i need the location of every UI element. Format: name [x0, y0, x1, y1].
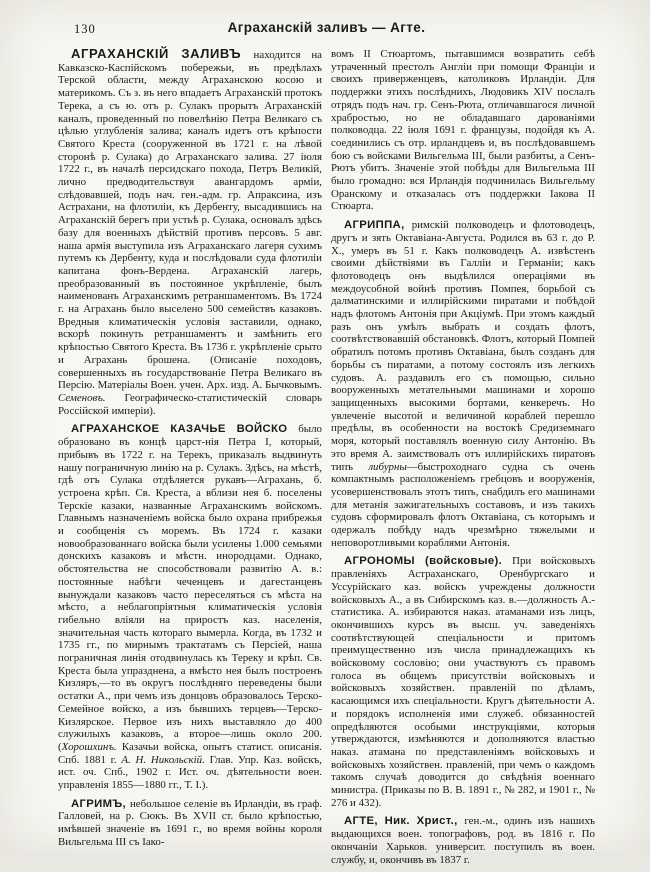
continuation-paragraph [331, 48, 595, 213]
entry-headword: АГТЕ, Ник. Христ., [344, 815, 465, 828]
entry-paragraph [331, 815, 595, 866]
italic-text-run: Хорошхинъ. [61, 740, 117, 753]
text-run: небольшое селеніе въ Ирландіи, въ граф. Галловей, на р. Сюкъ. Въ XVII ст. было крѣпостью, имѣвшей значеніе въ 1691 г., во время войны короля Вильгельма III съ Іако- [58, 797, 322, 848]
page-header [58, 20, 595, 44]
text-run: Географическо-статистическій словарь Россійской имперіи). [58, 391, 322, 417]
entry-paragraph [331, 219, 595, 549]
text-run: ген.-м., одинъ изъ нашихъ выдающихся воен. топографовъ, род. въ 1816 г. По окончаніи Харьков. университ. поступилъ въ воен. службу, и, окончивъ въ 1837 г. [331, 815, 595, 866]
running-head: Аграханскій заливъ — Агте. [227, 20, 426, 35]
text-run: —быстроходнаго судна съ очень компактнымъ расположеніемъ гребцовъ и вооруженія, усовершенствовалъ этотъ типъ, снабдилъ его машинами для метанія зажигательныхъ составовъ, и изъ такихъ судовъ сформировалъ флотъ Октавіана, съ которымъ и одержалъ побѣду надъ чрезмѣрно тяжелыми и неповоротливыми кораблями Антонія. [331, 460, 596, 549]
page-number: 130 [74, 22, 96, 36]
text-run: находится на Кавказско-Каспійскомъ побережьи, въ предѣлахъ Терской области, между Аграханскою косою и материкомъ. Съ з. въ него впадаетъ Аграханскій протокъ Терека, а съ ю. отъ р. Сулакъ прорытъ Аграханскій каналъ, проведенный по повелѣнію Петра Великаго съ цѣлью углубленія залива; каналъ идетъ отъ крѣпости Святого Креста (сооруженной въ 1721 г. на лѣвой сторонѣ р. Сулака) до Аграханскаго залива. 27 іюля 1722 г., въ началѣ персидскаго похода, Петръ Великій, лично предводительствуя авангардомъ арміи, слѣдовавшей, подъ нач. ген.-адм. гр. Апраксина, изъ Астрахани, на флотиліи, къ Дербенту, высадившись на Аграханскій берегъ при устьѣ р. Сулака, основалъ здѣсь базу для военныхъ дѣйствій противъ персовъ. 5 авг. наша армія выступила изъ Аграханскаго лагеря сухимъ путемъ къ Дербенту, куда и послѣдовали суда флотиліи капитана фонъ-Вердена. Аграханскій лагерь, преобразованный въ постоянное укрѣпленіе, былъ наименованъ Аграханскимъ ретраншаментомъ. Въ 1724 г. на Аграхань было выселено 500 семействъ казаковъ. Вредныя климатическія условія заставили, однако, вскорѣ покинуть ретраншаментъ и замѣнить его крѣпостью Святого Креста. Въ 1736 г. укрѣпленіе срыто и Аграхань брошена. (Описаніе походовъ, совершенныхъ въ государствованіе Петра Великаго въ Персію. Матеріалы Воен. учен. Арх. изд. А. Бычковымъ. [58, 49, 322, 392]
entry-headword: АГРАХАНСКОЕ КАЗАЧЬЕ ВОЙСКО [71, 423, 299, 436]
text-run: При войсковыхъ правленіяхъ Астраханскаго, Оренбургскаго и Уссурійскаго каз. войскъ учреждены должности войсковыхъ А., а въ Сибирскомъ каз. в.—должность А.-статистика. А. избираются наказ. атаманами изъ лицъ, окончившихъ курсъ въ высш. уч. заведеніяхъ соотвѣтствующей спеціальности и притомъ преимущественно изъ числа принадлежащихъ къ войсковому сословію; они участвуютъ съ правомъ голоса въ общемъ присутствіи войсковыхъ и войсковыхъ хозяйствен. правленій по дѣламъ, касающимся ихъ спеціальности. Кругъ дѣятельности А. и порядокъ исполненія ими служеб. обязанностей опредѣляются особыми инструкціями, которыя утверждаются, измѣняются и дополняются властью наказ. атамана по представленіямъ войсковыхъ и войсковыхъ хозяйствен. правленій, при чемъ о каждомъ такомъ случаѣ доводится до свѣдѣнія военнаго министра. (Приказы по В. В. 1891 г., № 282, и 1901 г., № 276 и 432). [331, 555, 596, 809]
text-run: вомъ II Стюартомъ, пытавшимся возвратить себѣ утраченный престолъ Англіи при помощи Франціи и своихъ приверженцевъ, католиковъ Ирландіи. Для поддержки этихъ послѣднихъ, Людовикъ XIV послалъ отрядъ подъ нач. гр. Сенъ-Рюта, отличавшагося личной храбростью, но не обладавшаго дарованіями полководца. 22 іюля 1691 г. французы, подойдя къ А. соединились съ отр. ирландцевъ и, въ послѣдовавшемъ бою съ войсками Вильгельма III, были разбиты, а Сенъ-Рютъ убитъ. Значеніе этой побѣды для Вильгельма III было громадно: вся Ирландія подчинилась Вильгельму Оранскому и отказалась отъ поддержки Іакова II Стюарта. [331, 48, 595, 213]
entry-paragraph [331, 555, 595, 809]
text-columns [58, 48, 595, 872]
italic-text-run: либурны [368, 460, 407, 473]
entry-headword: АГРИМЪ, [71, 797, 130, 810]
text-run: Глав. Упр. Каз. войскъ, ист. оч. Спб., 1902 г. Ист. оч. дѣятельности воен. управленія 1855—1880 гг., Т. I.). [58, 753, 322, 792]
entry-headword: АГРИППА, [344, 219, 412, 232]
entry-headword: АГРОНОМЫ (войсковые). [344, 555, 513, 568]
entry-paragraph [58, 798, 322, 849]
right-column [331, 48, 595, 872]
italic-text-run: Семеновъ. [58, 391, 106, 404]
text-run: Казачьи войска, опытъ статист. описанія. Спб. 1881 г. [58, 740, 322, 766]
italic-text-run: А. Н. Никольскій. [121, 753, 205, 766]
entry-paragraph [58, 48, 322, 417]
left-column [58, 48, 322, 872]
entry-paragraph [58, 423, 322, 791]
text-run: римскій полководецъ и флотоводецъ, другъ и зять Октавіана-Августа. Родился въ 63 г. до Р. Х., умеръ въ 51 г. Какъ полководецъ А. извѣстенъ своими дѣйствіями въ Галліи и Германіи; какъ флотоводецъ онъ выдѣлился операціями въ междоусобной войнѣ противъ Помпея, борьбой съ далматинскими и иллирійскими пиратами и побѣдой надъ флотомъ Антонія при Акціумѣ. При этомъ каждый разъ онъ умѣлъ выбрать и создать флотъ, соотвѣтствовавшій обстановкѣ. Флотъ, который Помпей обратилъ потомъ противъ Октавіана, былъ созданъ для борьбы съ пиратами, а потому состоялъ изъ легкихъ судовъ. А. раздавилъ его съ помощью, сильно вооруженныхъ метательными машинами и хорошо защищенныхъ высокими бортами, кенкеречъ. Но увлеченіе высотой и величиной кораблей перешло предѣлы, въ особенности на востокѣ Средиземнаго моря, который поставлялъ военную силу Антонію. Въ это время А. заимствовалъ отъ иллирійскихъ пиратовъ типъ [331, 219, 595, 473]
text-run: было образовано въ концѣ царст-нія Петра I, который, прибывъ въ 1722 г. на Терекъ, приказалъ выдвинуть нашу пограничную линію на р. Сулакъ. Здѣсь, на мѣстѣ, гдѣ отъ Сулака отдѣляется рукавъ—Аграхань, б. устроена крѣп. Св. Креста, а вблизи нея б. поселены Терскіе казаки, названные Аграханскимъ войскомъ. Главнымъ назначеніемъ войска было охрана прибрежья и сообщенія съ моремъ. Въ 1724 г. казаки новообразованнаго войска были усилены 1.000 семьями донскихъ казаковъ и мѣстн. инородцами. Однако, обстоятельства не способствовали развитію А. в.: постоянные набѣги чеченцевъ и дагестанцевъ вынуждали казаковъ часто переселяться съ мѣста на мѣсто, а неблагопріятныя климатическія условія гибельно вліяли на приростъ каз. населенія, значительная часть котораго вымерла. Когда, въ 1732 и 1735 гг., по мирнымъ трактатамъ съ Персіей, наша пограничная линія отодвинулась къ Тереку и крѣп. Св. Креста была упразднена, а вмѣсто нея былъ построенъ Кизляръ,—то въ округъ послѣдняго переведены были остатки А., при чемъ изъ донцовъ образовалось Терско-Семейное войско, а изъ бывшихъ терцевъ—Терско-Кизлярское. Первое изъ нихъ выставляло до 400 служилыхъ казаковъ, а второе—лишь около 200. ( [58, 423, 322, 753]
entry-headword: АГРАХАНСКІЙ ЗАЛИВЪ [71, 46, 254, 61]
